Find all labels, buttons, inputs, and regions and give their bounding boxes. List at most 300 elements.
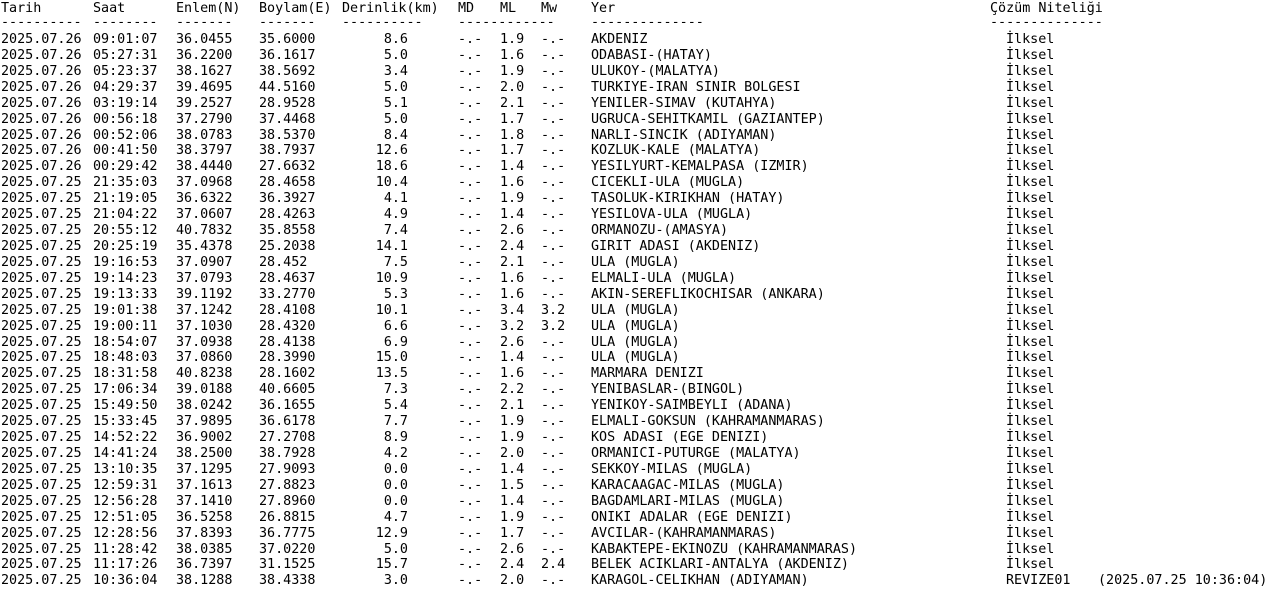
cell-ml: 1.4 (500, 461, 525, 477)
cell-time: 19:00:11 (93, 318, 158, 334)
cell-quality: İlksel (1006, 525, 1055, 541)
table-row (1, 478, 1280, 494)
cell-md: -.- (458, 334, 483, 350)
table-row (1, 557, 1280, 573)
cell-longitude: 27.9093 (259, 461, 316, 477)
cell-depth: 15.7 (375, 557, 408, 573)
cell-longitude: 36.3927 (259, 191, 316, 207)
cell-ml: 1.7 (500, 525, 525, 541)
cell-date: 2025.07.25 (1, 207, 82, 223)
rule-quality: -------------- (990, 15, 1103, 30)
table-row (1, 414, 1280, 430)
cell-place: TURKIYE-IRAN SINIR BOLGESI (591, 79, 801, 95)
cell-mw: -.- (541, 366, 566, 382)
rule-depth: ---------- (342, 15, 423, 30)
header-ml: ML (500, 1, 517, 16)
cell-quality: İlksel (1006, 254, 1055, 270)
cell-latitude: 38.2500 (176, 445, 233, 461)
cell-time: 12:28:56 (93, 525, 158, 541)
cell-mw: 2.4 (541, 557, 566, 573)
cell-latitude: 40.8238 (176, 366, 233, 382)
cell-ml: 1.4 (500, 207, 525, 223)
cell-quality: İlksel (1006, 95, 1055, 111)
rule-latitude: ------- (176, 15, 233, 30)
cell-ml: 2.6 (500, 541, 525, 557)
cell-mw: -.- (541, 47, 566, 63)
rule-date: ---------- (1, 15, 82, 30)
cell-depth: 5.3 (383, 286, 408, 302)
cell-mw: -.- (541, 191, 566, 207)
cell-time: 05:27:31 (93, 47, 158, 63)
cell-time: 12:51:05 (93, 509, 158, 525)
cell-longitude: 28.9528 (259, 95, 316, 111)
cell-time: 11:28:42 (93, 541, 158, 557)
cell-latitude: 35.4378 (176, 238, 233, 254)
cell-md: -.- (458, 47, 483, 63)
cell-time: 12:59:31 (93, 477, 158, 493)
cell-latitude: 38.3797 (176, 143, 233, 159)
cell-longitude: 28.4263 (259, 207, 316, 223)
cell-latitude: 36.9002 (176, 430, 233, 446)
cell-depth: 7.3 (383, 382, 408, 398)
cell-date: 2025.07.25 (1, 541, 82, 557)
cell-md: -.- (458, 525, 483, 541)
cell-longitude: 37.4468 (259, 111, 316, 127)
cell-latitude: 39.0188 (176, 382, 233, 398)
cell-longitude: 36.6178 (259, 414, 316, 430)
cell-place: YESILYURT-KEMALPASA (IZMIR) (591, 159, 809, 175)
cell-quality: İlksel (1006, 398, 1055, 414)
cell-mw: -.- (541, 461, 566, 477)
cell-date: 2025.07.25 (1, 398, 82, 414)
cell-quality: İlksel (1006, 159, 1055, 175)
cell-depth: 0.0 (383, 493, 408, 509)
cell-mw: -.- (541, 95, 566, 111)
table-row (1, 319, 1280, 335)
cell-date: 2025.07.26 (1, 159, 82, 175)
table-body (1, 32, 1280, 589)
cell-time: 19:13:33 (93, 286, 158, 302)
cell-date: 2025.07.25 (1, 414, 82, 430)
table-row (1, 223, 1280, 239)
cell-mw: -.- (541, 238, 566, 254)
cell-quality: İlksel (1006, 382, 1055, 398)
cell-quality: İlksel (1006, 270, 1055, 286)
cell-longitude: 37.0220 (259, 541, 316, 557)
cell-date: 2025.07.25 (1, 573, 82, 589)
cell-ml: 2.0 (500, 79, 525, 95)
cell-ml: 1.4 (500, 159, 525, 175)
cell-mw: -.- (541, 111, 566, 127)
cell-date: 2025.07.25 (1, 430, 82, 446)
cell-mw: -.- (541, 254, 566, 270)
cell-depth: 12.9 (375, 525, 408, 541)
cell-latitude: 36.0455 (176, 32, 233, 47)
cell-time: 04:29:37 (93, 79, 158, 95)
cell-latitude: 37.1613 (176, 477, 233, 493)
cell-depth: 6.6 (383, 318, 408, 334)
cell-ml: 1.6 (500, 366, 525, 382)
cell-depth: 4.9 (383, 207, 408, 223)
cell-ml: 1.6 (500, 286, 525, 302)
cell-latitude: 37.0938 (176, 334, 233, 350)
cell-ml: 3.2 (500, 318, 525, 334)
cell-time: 00:29:42 (93, 159, 158, 175)
cell-time: 13:10:35 (93, 461, 158, 477)
cell-depth: 8.4 (383, 127, 408, 143)
cell-ml: 2.0 (500, 445, 525, 461)
table-row (1, 112, 1280, 128)
cell-md: -.- (458, 63, 483, 79)
cell-ml: 2.1 (500, 254, 525, 270)
cell-depth: 12.6 (375, 143, 408, 159)
cell-place: KABAKTEPE-EKINOZU (KAHRAMANMARAS) (591, 541, 858, 557)
cell-depth: 5.4 (383, 398, 408, 414)
cell-depth: 7.7 (383, 414, 408, 430)
cell-md: -.- (458, 223, 483, 239)
cell-ml: 1.6 (500, 47, 525, 63)
table-row (1, 255, 1280, 271)
cell-time: 14:41:24 (93, 445, 158, 461)
cell-md: -.- (458, 509, 483, 525)
table-row (1, 542, 1280, 558)
cell-latitude: 38.0242 (176, 398, 233, 414)
cell-date: 2025.07.26 (1, 127, 82, 143)
cell-time: 14:52:22 (93, 430, 158, 446)
cell-place: GIRIT ADASI (AKDENIZ) (591, 238, 761, 254)
cell-md: -.- (458, 382, 483, 398)
cell-depth: 10.4 (375, 175, 408, 191)
cell-place: ULA (MUGLA) (591, 350, 680, 366)
cell-place: YESILOVA-ULA (MUGLA) (591, 207, 753, 223)
cell-latitude: 39.1192 (176, 286, 233, 302)
cell-time: 19:16:53 (93, 254, 158, 270)
cell-ml: 1.6 (500, 270, 525, 286)
cell-latitude: 38.1627 (176, 63, 233, 79)
cell-latitude: 37.0793 (176, 270, 233, 286)
cell-date: 2025.07.26 (1, 47, 82, 63)
cell-quality: İlksel (1006, 445, 1055, 461)
cell-longitude: 36.1655 (259, 398, 316, 414)
table-row (1, 159, 1280, 175)
table-row (1, 32, 1280, 48)
cell-time: 21:35:03 (93, 175, 158, 191)
cell-mw: -.- (541, 382, 566, 398)
cell-place: YENIBASLAR-(BINGOL) (591, 382, 745, 398)
cell-place: YENIKOY-SAIMBEYLI (ADANA) (591, 398, 793, 414)
header-depth: Derinlik(km) (342, 1, 439, 16)
cell-mw: -.- (541, 398, 566, 414)
cell-revision-time: (2025.07.25 10:36:04) (1098, 573, 1268, 589)
cell-time: 09:01:07 (93, 32, 158, 47)
header-longitude: Boylam(E) (259, 1, 332, 16)
cell-place: AVCILAR-(KAHRAMANMARAS) (591, 525, 777, 541)
cell-time: 00:56:18 (93, 111, 158, 127)
cell-mw: -.- (541, 477, 566, 493)
cell-place: MARMARA DENIZI (591, 366, 704, 382)
header-latitude: Enlem(N) (176, 1, 241, 16)
cell-latitude: 37.9895 (176, 414, 233, 430)
cell-depth: 5.1 (383, 95, 408, 111)
cell-md: -.- (458, 159, 483, 175)
header-date: Tarih (1, 1, 42, 16)
cell-depth: 6.9 (383, 334, 408, 350)
cell-time: 20:55:12 (93, 223, 158, 239)
cell-quality: İlksel (1006, 286, 1055, 302)
cell-date: 2025.07.25 (1, 382, 82, 398)
cell-ml: 1.9 (500, 63, 525, 79)
cell-latitude: 39.2527 (176, 95, 233, 111)
cell-latitude: 36.2200 (176, 47, 233, 63)
cell-longitude: 38.7937 (259, 143, 316, 159)
cell-depth: 3.4 (383, 63, 408, 79)
cell-time: 21:19:05 (93, 191, 158, 207)
table-row (1, 526, 1280, 542)
cell-depth: 18.6 (375, 159, 408, 175)
cell-place: AKIN-SEREFLIKOCHISAR (ANKARA) (591, 286, 825, 302)
table-row (1, 143, 1280, 159)
cell-longitude: 28.1602 (259, 366, 316, 382)
cell-date: 2025.07.25 (1, 557, 82, 573)
cell-date: 2025.07.26 (1, 32, 82, 47)
cell-longitude: 28.4108 (259, 302, 316, 318)
cell-mw: -.- (541, 159, 566, 175)
cell-time: 03:19:14 (93, 95, 158, 111)
cell-quality: İlksel (1006, 461, 1055, 477)
cell-quality: İlksel (1006, 175, 1055, 191)
cell-longitude: 27.6632 (259, 159, 316, 175)
cell-date: 2025.07.25 (1, 509, 82, 525)
header-quality: Çözüm Niteliği (990, 1, 1103, 16)
cell-mw: -.- (541, 270, 566, 286)
cell-md: -.- (458, 175, 483, 191)
cell-date: 2025.07.25 (1, 493, 82, 509)
cell-md: -.- (458, 318, 483, 334)
cell-depth: 5.0 (383, 47, 408, 63)
cell-time: 12:56:28 (93, 493, 158, 509)
cell-place: KOS ADASI (EGE DENIZI) (591, 430, 769, 446)
cell-longitude: 27.8823 (259, 477, 316, 493)
cell-latitude: 37.1410 (176, 493, 233, 509)
table-row (1, 462, 1280, 478)
cell-md: -.- (458, 557, 483, 573)
cell-date: 2025.07.25 (1, 461, 82, 477)
table-row (1, 335, 1280, 351)
cell-md: -.- (458, 95, 483, 111)
cell-ml: 1.9 (500, 414, 525, 430)
table-row (1, 239, 1280, 255)
cell-longitude: 28.4320 (259, 318, 316, 334)
cell-longitude: 25.2038 (259, 238, 316, 254)
cell-time: 15:33:45 (93, 414, 158, 430)
cell-place: ULA (MUGLA) (591, 302, 680, 318)
cell-ml: 1.9 (500, 191, 525, 207)
cell-longitude: 28.452 (259, 254, 308, 270)
cell-time: 18:31:58 (93, 366, 158, 382)
cell-date: 2025.07.25 (1, 286, 82, 302)
cell-ml: 2.0 (500, 573, 525, 589)
cell-date: 2025.07.25 (1, 477, 82, 493)
cell-quality: İlksel (1006, 318, 1055, 334)
table-row (1, 80, 1280, 96)
cell-depth: 5.0 (383, 79, 408, 95)
cell-date: 2025.07.25 (1, 270, 82, 286)
cell-mw: 3.2 (541, 318, 566, 334)
cell-mw: -.- (541, 573, 566, 589)
cell-place: SEKKOY-MILAS (MUGLA) (591, 461, 753, 477)
cell-md: -.- (458, 414, 483, 430)
cell-mw: -.- (541, 143, 566, 159)
cell-longitude: 35.6000 (259, 32, 316, 47)
cell-latitude: 37.8393 (176, 525, 233, 541)
cell-quality: İlksel (1006, 509, 1055, 525)
cell-place: KARAGOL-CELIKHAN (ADIYAMAN) (591, 573, 809, 589)
cell-longitude: 27.2708 (259, 430, 316, 446)
cell-date: 2025.07.25 (1, 318, 82, 334)
cell-mw: -.- (541, 509, 566, 525)
cell-mw: -.- (541, 525, 566, 541)
cell-date: 2025.07.26 (1, 143, 82, 159)
header-place: Yer (591, 1, 616, 16)
cell-md: -.- (458, 302, 483, 318)
rule-longitude: ------- (259, 15, 316, 30)
cell-quality: İlksel (1006, 302, 1055, 318)
cell-date: 2025.07.25 (1, 525, 82, 541)
cell-longitude: 28.4658 (259, 175, 316, 191)
cell-md: -.- (458, 573, 483, 589)
cell-longitude: 44.5160 (259, 79, 316, 95)
cell-place: ULA (MUGLA) (591, 254, 680, 270)
cell-ml: 2.6 (500, 334, 525, 350)
cell-longitude: 27.8960 (259, 493, 316, 509)
cell-quality: İlksel (1006, 557, 1055, 573)
cell-ml: 1.6 (500, 175, 525, 191)
cell-latitude: 36.5258 (176, 509, 233, 525)
cell-mw: -.- (541, 79, 566, 95)
cell-ml: 2.4 (500, 238, 525, 254)
cell-md: -.- (458, 143, 483, 159)
cell-latitude: 37.1295 (176, 461, 233, 477)
cell-quality: İlksel (1006, 32, 1055, 47)
header-mw: Mw (541, 1, 558, 16)
cell-time: 00:52:06 (93, 127, 158, 143)
cell-latitude: 40.7832 (176, 223, 233, 239)
cell-longitude: 28.4637 (259, 270, 316, 286)
cell-longitude: 36.7775 (259, 525, 316, 541)
cell-time: 11:17:26 (93, 557, 158, 573)
cell-mw: -.- (541, 541, 566, 557)
cell-md: -.- (458, 79, 483, 95)
cell-ml: 1.5 (500, 477, 525, 493)
cell-quality: İlksel (1006, 79, 1055, 95)
cell-place: AKDENIZ (591, 32, 648, 47)
cell-date: 2025.07.25 (1, 334, 82, 350)
cell-quality: İlksel (1006, 334, 1055, 350)
table-row (1, 494, 1280, 510)
cell-depth: 10.9 (375, 270, 408, 286)
cell-time: 20:25:19 (93, 238, 158, 254)
cell-date: 2025.07.26 (1, 111, 82, 127)
cell-md: -.- (458, 286, 483, 302)
cell-place: ELMALI-GOKSUN (KAHRAMANMARAS) (591, 414, 825, 430)
cell-mw: -.- (541, 286, 566, 302)
cell-date: 2025.07.25 (1, 350, 82, 366)
cell-quality: İlksel (1006, 366, 1055, 382)
cell-latitude: 36.6322 (176, 191, 233, 207)
cell-quality: İlksel (1006, 127, 1055, 143)
table-row (1, 287, 1280, 303)
cell-md: -.- (458, 207, 483, 223)
header-md: MD (458, 1, 475, 16)
cell-time: 05:23:37 (93, 63, 158, 79)
cell-latitude: 37.1030 (176, 318, 233, 334)
cell-latitude: 38.1288 (176, 573, 233, 589)
cell-longitude: 38.7928 (259, 445, 316, 461)
cell-depth: 8.9 (383, 430, 408, 446)
cell-md: -.- (458, 430, 483, 446)
header-rule-row (1, 17, 1280, 32)
cell-md: -.- (458, 493, 483, 509)
cell-place: BAGDAMLARI-MILAS (MUGLA) (591, 493, 785, 509)
cell-date: 2025.07.25 (1, 302, 82, 318)
cell-ml: 2.2 (500, 382, 525, 398)
cell-latitude: 38.0385 (176, 541, 233, 557)
cell-mw: -.- (541, 207, 566, 223)
cell-depth: 13.5 (375, 366, 408, 382)
cell-depth: 4.2 (383, 445, 408, 461)
cell-md: -.- (458, 461, 483, 477)
cell-quality: İlksel (1006, 493, 1055, 509)
cell-depth: 0.0 (383, 477, 408, 493)
cell-mw: 3.2 (541, 302, 566, 318)
cell-mw: -.- (541, 445, 566, 461)
cell-time: 00:41:50 (93, 143, 158, 159)
cell-place: YENILER-SIMAV (KUTAHYA) (591, 95, 777, 111)
cell-mw: -.- (541, 430, 566, 446)
cell-date: 2025.07.26 (1, 79, 82, 95)
cell-quality: İlksel (1006, 414, 1055, 430)
cell-depth: 7.4 (383, 223, 408, 239)
cell-place: ONIKI ADALAR (EGE DENIZI) (591, 509, 793, 525)
cell-place: ELMALI-ULA (MUGLA) (591, 270, 737, 286)
cell-quality: REVIZE01 (1006, 573, 1071, 589)
table-row (1, 303, 1280, 319)
cell-date: 2025.07.25 (1, 254, 82, 270)
rule-place: -------------- (591, 15, 704, 30)
cell-place: BELEK ACIKLARI-ANTALYA (AKDENIZ) (591, 557, 849, 573)
cell-depth: 4.1 (383, 191, 408, 207)
cell-latitude: 39.4695 (176, 79, 233, 95)
cell-date: 2025.07.25 (1, 191, 82, 207)
cell-ml: 1.7 (500, 111, 525, 127)
cell-place: CICEKLI-ULA (MUGLA) (591, 175, 745, 191)
cell-mw: -.- (541, 63, 566, 79)
cell-depth: 8.6 (383, 32, 408, 47)
cell-longitude: 28.4138 (259, 334, 316, 350)
cell-ml: 2.4 (500, 557, 525, 573)
table-row (1, 175, 1280, 191)
cell-latitude: 38.0783 (176, 127, 233, 143)
cell-place: NARLI-SINCIK (ADIYAMAN) (591, 127, 777, 143)
cell-longitude: 38.5692 (259, 63, 316, 79)
cell-time: 17:06:34 (93, 382, 158, 398)
cell-time: 19:01:38 (93, 302, 158, 318)
cell-time: 18:48:03 (93, 350, 158, 366)
rule-time: -------- (93, 15, 158, 30)
cell-latitude: 37.0907 (176, 254, 233, 270)
header-time: Saat (93, 1, 126, 16)
cell-depth: 7.5 (383, 254, 408, 270)
